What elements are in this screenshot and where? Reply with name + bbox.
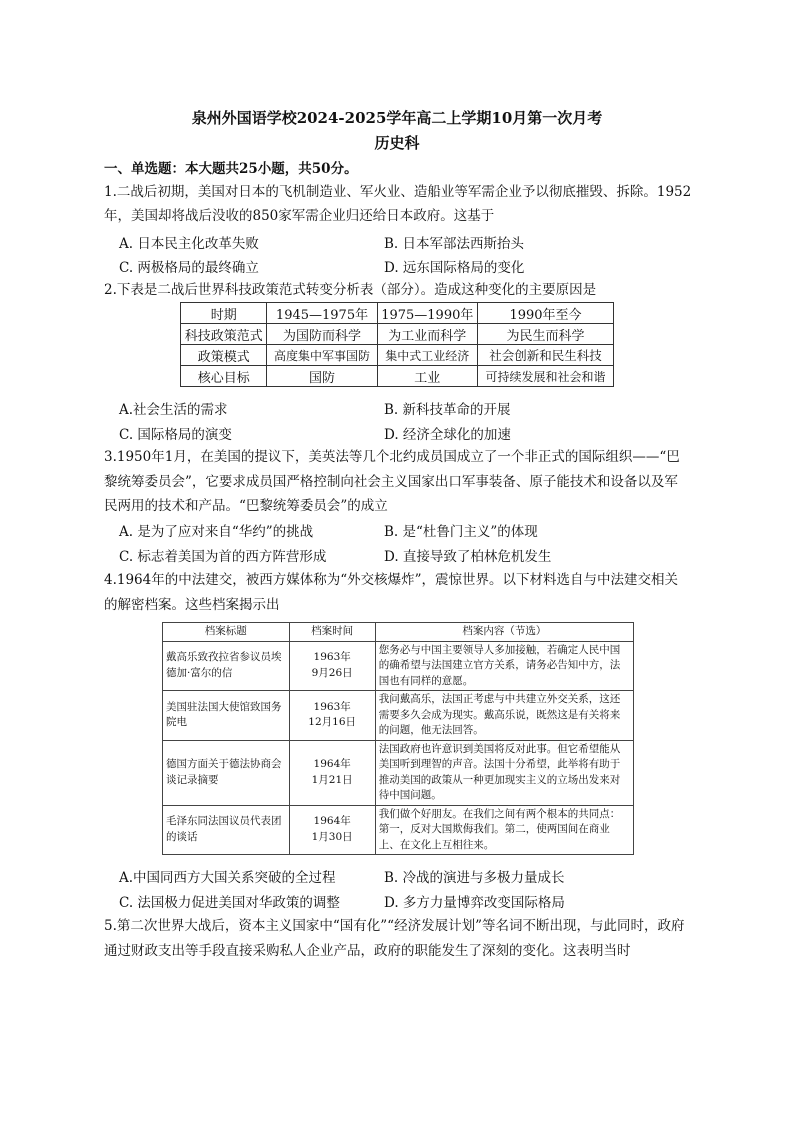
- archive-content: 我们做个好朋友。在我们之间有两个根本的共同点：第一，反对大国欺侮我们。第二，使两国间在商业上、在文化上互相往来。: [375, 805, 633, 855]
- table-cell: 高度集中军事国防: [267, 345, 377, 366]
- table-cell: 集中式工业经济: [377, 345, 477, 366]
- exam-title: 泉州外国语学校2024-2025学年高二上学期10月第一次月考: [191, 109, 603, 127]
- archive-date-day: 1月21日: [311, 773, 353, 786]
- q3-option-c: C. 标志着美国为首的西方阵营形成: [119, 549, 327, 565]
- q1-option-d: D. 远东国际格局的变化: [384, 260, 525, 276]
- archive-content: 您务必与中国主要领导人多加接触，若确定人民中国的确希望与法国建立官方关系，请务必告知中方，法国也有同样的意愿。: [375, 641, 633, 691]
- table-cell: 核心目标: [181, 366, 267, 387]
- q3-stem-line1: 3.1950年1月，在美国的提议下，美英法等几个北约成员国成立了一个非正式的国际组织——“巴: [104, 449, 680, 465]
- table-cell: 工业: [377, 366, 477, 387]
- table-header: 档案时间: [289, 623, 375, 642]
- archive-date: [289, 740, 375, 805]
- archive-content: 我问戴高乐，法国正考虑与中共建立外交关系，这还需要多久会成为现实。戴高乐说，既然这是有关将来的问题，他无法回答。: [375, 691, 633, 741]
- table-header: 档案标题: [163, 623, 290, 642]
- table-cell: 1975—1990年: [377, 303, 477, 324]
- subject-title: 历史科: [374, 134, 420, 152]
- archive-title: 德国方面关于德法协商会谈记录摘要: [163, 740, 290, 805]
- q5-stem-line1: 5.第二次世界大战后，资本主义国家中“国有化”“经济发展计划”等名词不断出现，与此同时，政府: [104, 918, 685, 934]
- q2-option-a: A.社会生活的需求: [119, 402, 228, 418]
- archive-date: [289, 641, 375, 691]
- table-row: [181, 324, 614, 345]
- q5-stem-line2: 通过财政支出等手段直接采购私人企业产品，政府的职能发生了深刻的变化。这表明当时: [104, 943, 631, 959]
- archive-date: [289, 805, 375, 855]
- q2-option-b: B. 新科技革命的开展: [384, 402, 511, 418]
- q1-stem-line1: 1.二战后初期，美国对日本的飞机制造业、军火业、造船业等军需企业予以彻底摧毁、拆除。1952: [104, 184, 692, 200]
- archive-date-day: 1月30日: [311, 830, 353, 843]
- q2-option-d: D. 经济全球化的加速: [384, 427, 511, 443]
- q2-policy-table: [180, 302, 614, 387]
- q2-stem-line1: 2.下表是二战后世界科技政策范式转变分析表（部分）。造成这种变化的主要原因是: [104, 282, 597, 298]
- q1-option-c: C. 两极格局的最终确立: [119, 260, 259, 276]
- table-cell: 国防: [267, 366, 377, 387]
- archive-date-day: 9月26日: [311, 666, 353, 679]
- archive-title: 毛泽东同法国议员代表团的谈话: [163, 805, 290, 855]
- archive-date-day: 12月16日: [308, 716, 357, 729]
- table-row: [163, 691, 634, 741]
- q4-archive-table: [162, 622, 634, 855]
- q4-option-c: C. 法国极力促进美国对华政策的调整: [119, 895, 340, 911]
- archive-date-year: 1964年: [313, 758, 351, 770]
- table-cell: 政策模式: [181, 345, 267, 366]
- q1-option-b: B. 日本军部法西斯抬头: [384, 236, 525, 252]
- q2-option-c: C. 国际格局的演变: [119, 427, 232, 443]
- table-row: [163, 805, 634, 855]
- table-cell: 科技政策范式: [181, 324, 267, 345]
- table-cell: 可持续发展和社会和谐: [478, 366, 614, 387]
- q3-stem-line2: 黎统筹委员会”，它要求成员国严格控制向社会主义国家出口军事装备、原子能技术和设备以及军: [104, 474, 678, 490]
- q4-option-a: A.中国同西方大国关系突破的全过程: [119, 870, 336, 886]
- table-row: [181, 345, 614, 366]
- q3-option-a: A. 是为了应对来自“华约”的挑战: [119, 524, 314, 540]
- archive-content: 法国政府也许意识到美国将反对此事。但它希望能从美国听到理智的声音。法国十分希望，此举将有助于推动美国的政策从一种更加现实主义的立场出发来对待中国问题。: [375, 740, 633, 805]
- q1-option-a: A. 日本民主化改革失败: [119, 236, 259, 252]
- archive-title: 戴高乐致孜拉省参议员埃德加·富尔的信: [163, 641, 290, 691]
- table-cell: 为国防而科学: [267, 324, 377, 345]
- q3-stem-line3: 民两用的技术和产品。“巴黎统筹委员会”的成立: [104, 498, 388, 514]
- table-row: [181, 303, 614, 324]
- archive-date-year: 1964年: [313, 815, 351, 828]
- table-cell: 社会创新和民生科技: [478, 345, 614, 366]
- q4-stem-line1: 4.1964年的中法建交，被西方媒体称为“外交核爆炸”，震惊世界。以下材料选自与中法建交相关: [104, 572, 679, 588]
- section-heading: 一、单选题：本大题共25小题，共50分。: [104, 161, 358, 177]
- q4-stem-line2: 的解密档案。这些档案揭示出: [104, 597, 280, 613]
- q1-stem-line2: 年，美国却将战后没收的850家军需企业归还给日本政府。这基于: [104, 208, 495, 224]
- archive-date-year: 1963年: [313, 651, 351, 664]
- archive-date: [289, 691, 375, 741]
- table-header-row: [163, 623, 634, 642]
- q3-option-d: D. 直接导致了柏林危机发生: [384, 549, 552, 565]
- q4-option-b: B. 冷战的演进与多极力量成长: [384, 870, 565, 886]
- table-cell: 为民生而科学: [478, 324, 614, 345]
- table-row: [163, 641, 634, 691]
- table-cell: 时期: [181, 303, 267, 324]
- table-header: 档案内容（节选）: [375, 623, 633, 642]
- table-cell: 1990年至今: [478, 303, 614, 324]
- q3-option-b: B. 是“杜鲁门主义”的体现: [384, 524, 538, 540]
- table-cell: 为工业而科学: [377, 324, 477, 345]
- table-cell: 1945—1975年: [267, 303, 377, 324]
- archive-date-year: 1963年: [313, 700, 351, 713]
- table-row: [163, 740, 634, 805]
- table-row: [181, 366, 614, 387]
- archive-title: 美国驻法国大使馆致国务院电: [163, 691, 290, 741]
- q4-option-d: D. 多方力量博弈改变国际格局: [384, 895, 565, 911]
